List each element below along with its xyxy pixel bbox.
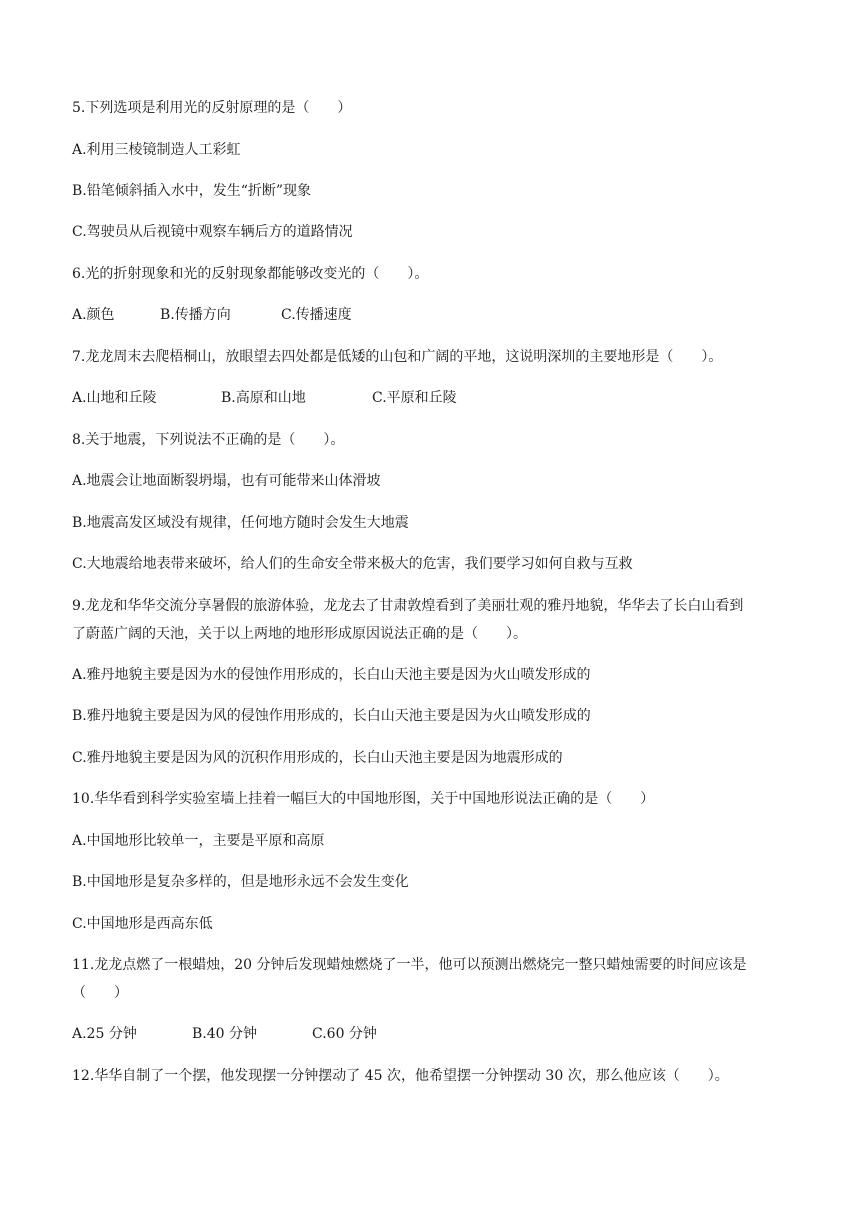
question-7-stem: 7.龙龙周末去爬梧桐山，放眼望去四处都是低矮的山包和广阔的平地，这说明深圳的主要地形是（ ）。 [72,349,723,365]
question-11-stem-line-2: （ ） [72,985,128,1001]
question-11-stem-line-1: 11.龙龙点燃了一根蜡烛，20 分钟后发现蜡烛燃烧了一半，他可以预测出燃烧完一整只蜡烛需要的时间应该是 [72,957,747,973]
question-7-options [72,388,457,408]
question-8-option-b: B.地震高发区域没有规律，任何地方随时会发生大地震 [72,515,409,531]
question-8-option-c: C.大地震给地表带来破坏，给人们的生命安全带来极大的危害，我们要学习如何自救与互救 [72,556,633,572]
question-5-option-a: A.利用三棱镜制造人工彩虹 [72,142,241,158]
question-6-option-c: C.传播速度 [281,307,352,323]
question-5-option-b: B.铅笔倾斜插入水中，发生“折断”现象 [72,183,312,199]
question-11-option-c: C.60 分钟 [312,1026,377,1042]
question-11-options [72,1024,377,1044]
question-10-option-a: A.中国地形比较单一，主要是平原和高原 [72,833,325,849]
question-5-stem: 5.下列选项是利用光的反射原理的是（ ） [72,100,352,116]
question-11-option-b: B.40 分钟 [192,1026,258,1042]
question-9-stem-line-1: 9.龙龙和华华交流分享暑假的旅游体验，龙龙去了甘肃敦煌看到了美丽壮观的雅丹地貌，华华去了长白山看到 [72,598,744,614]
question-6-options [72,305,352,325]
question-7-option-b: B.高原和山地 [221,390,306,406]
question-9-option-a: A.雅丹地貌主要是因为水的侵蚀作用形成的，长白山天池主要是因为火山喷发形成的 [72,667,591,683]
question-10-stem: 10.华华看到科学实验室墙上挂着一幅巨大的中国地形图，关于中国地形说法正确的是（ ） [72,791,655,807]
question-12-stem: 12.华华自制了一个摆，他发现摆一分钟摆动了 45 次，他希望摆一分钟摆动 30 次，那么他应该（ ）。 [72,1068,729,1084]
question-11-option-a: A.25 分钟 [72,1026,137,1042]
question-8-stem: 8.关于地震，下列说法不正确的是（ ）。 [72,432,345,448]
question-6-option-b: B.传播方向 [160,307,231,323]
question-7-option-c: C.平原和丘陵 [372,390,457,406]
question-5-option-c: C.驾驶员从后视镜中观察车辆后方的道路情况 [72,224,353,240]
question-8-option-a: A.地震会让地面断裂坍塌，也有可能带来山体滑坡 [72,473,381,489]
question-6-stem: 6.光的折射现象和光的反射现象都能够改变光的（ ）。 [72,266,429,282]
question-9-option-b: B.雅丹地貌主要是因为风的侵蚀作用形成的，长白山天池主要是因为火山喷发形成的 [72,708,591,724]
question-9-option-c: C.雅丹地貌主要是因为风的沉积作用形成的，长白山天池主要是因为地震形成的 [72,750,563,766]
question-9-stem-line-2: 了蔚蓝广阔的天池，关于以上两地的地形形成原因说法正确的是（ ）。 [72,626,527,642]
question-10-option-b: B.中国地形是复杂多样的，但是地形永远不会发生变化 [72,874,409,890]
question-10-option-c: C.中国地形是西高东低 [72,916,213,932]
question-7-option-a: A.山地和丘陵 [72,390,157,406]
question-6-option-a: A.颜色 [72,307,115,323]
